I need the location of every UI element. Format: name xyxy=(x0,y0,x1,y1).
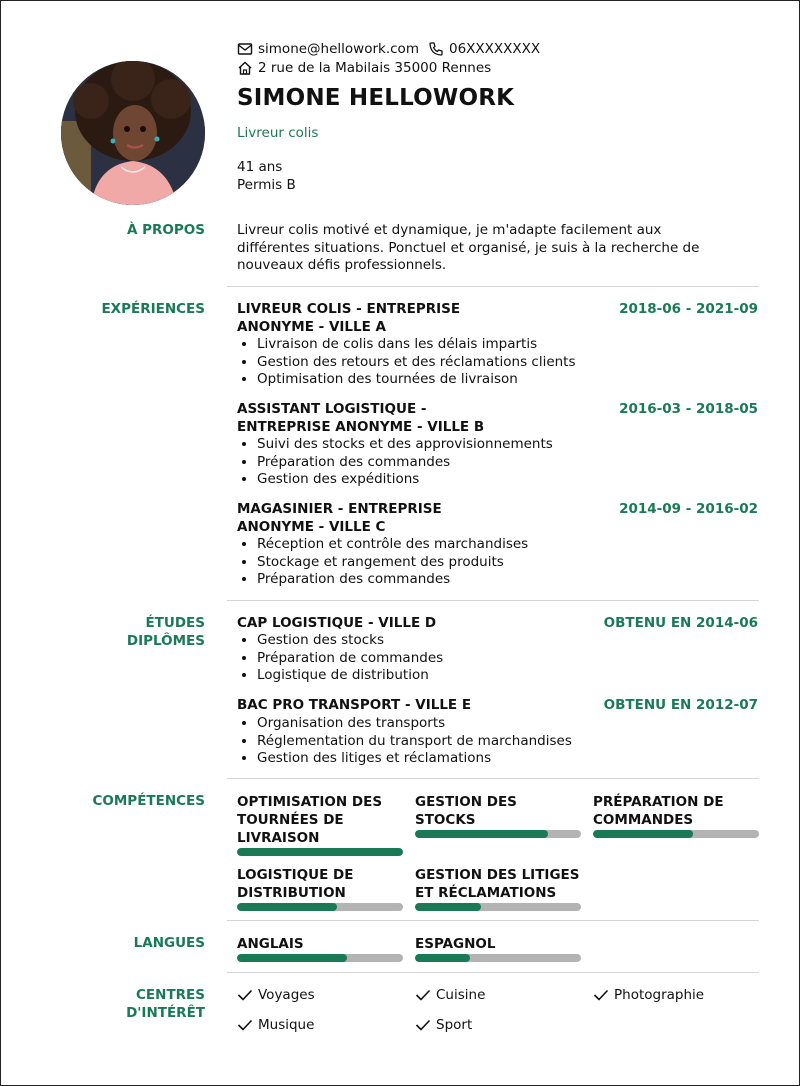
contact-phone xyxy=(428,41,540,57)
checkmark-icon xyxy=(237,988,253,1002)
education-title: BAC PRO TRANSPORT - VILLE E xyxy=(237,697,472,713)
education-topics xyxy=(237,632,443,685)
skill-item xyxy=(415,866,581,911)
list-item: • Préparation de commandes xyxy=(257,650,443,668)
skill-item xyxy=(415,793,581,838)
skill-level-fill xyxy=(593,830,693,838)
language-level-fill xyxy=(415,954,470,962)
candidate-name: SIMONE HELLOWORK xyxy=(237,85,515,111)
interest-item xyxy=(593,987,704,1003)
language-item xyxy=(237,935,403,962)
experience-tasks xyxy=(237,436,553,489)
list-item: • Organisation des transports xyxy=(257,715,572,733)
list-item: • Gestion des litiges et réclamations xyxy=(257,750,572,768)
education-title: CAP LOGISTIQUE - VILLE D xyxy=(237,615,437,631)
phone-text: 06XXXXXXXX xyxy=(449,41,541,57)
divider xyxy=(227,778,759,779)
job-title: Livreur colis xyxy=(237,125,319,141)
about-text: Livreur colis motivé et dynamique, je m'adapte facilement aux différentes situations. Ponctuel et organisé, je suis à la recherche de nouveaux défis professionnels. xyxy=(237,222,700,273)
section-label-interests: CENTRES D'INTÉRÊT xyxy=(126,987,205,1021)
education-date: OBTENU EN 2014-06 xyxy=(603,615,758,631)
interest-label: Voyages xyxy=(258,987,315,1003)
experience-date: 2014-09 - 2016-02 xyxy=(619,501,758,517)
interest-label: Photographie xyxy=(614,987,705,1003)
email-text: simone@hellowork.com xyxy=(258,41,419,57)
age: 41 ans xyxy=(237,159,283,175)
skill-name: GESTION DES STOCKS xyxy=(415,794,517,828)
divider xyxy=(227,600,759,601)
contact-email xyxy=(237,41,419,57)
driving-license: Permis B xyxy=(237,177,296,193)
interest-item xyxy=(237,987,315,1003)
checkmark-icon xyxy=(237,1018,253,1032)
education-date: OBTENU EN 2012-07 xyxy=(603,697,758,713)
section-label-experiences: EXPÉRIENCES xyxy=(101,301,205,317)
checkmark-icon xyxy=(415,1018,431,1032)
section-label-languages: LANGUES xyxy=(133,935,205,951)
list-item: • Gestion des expéditions xyxy=(257,471,553,489)
language-level-bar xyxy=(415,954,581,962)
interest-item xyxy=(415,987,485,1003)
section-label-education: ÉTUDES DIPLÔMES xyxy=(126,615,205,649)
skill-level-bar xyxy=(237,903,403,911)
list-item: • Réglementation du transport de marchandises xyxy=(257,733,572,751)
list-item: • Livraison de colis dans les délais impartis xyxy=(257,336,576,354)
skill-item xyxy=(593,793,759,838)
experience-date: 2018-06 - 2021-09 xyxy=(619,301,758,317)
language-level-fill xyxy=(237,954,347,962)
experience-date: 2016-03 - 2018-05 xyxy=(619,401,758,417)
phone-icon xyxy=(428,41,444,57)
list-item: • Préparation des commandes xyxy=(257,454,553,472)
checkmark-icon xyxy=(593,988,609,1002)
home-icon xyxy=(237,60,253,76)
language-name: ANGLAIS xyxy=(237,936,304,952)
skill-name: OPTIMISATION DES TOURNÉES DE LIVRAISON xyxy=(237,794,383,846)
list-item: • Suivi des stocks et des approvisionnements xyxy=(257,436,553,454)
experience-title: MAGASINIER - ENTREPRISE ANONYME - VILLE C xyxy=(237,501,442,535)
divider xyxy=(227,920,759,921)
skill-name: GESTION DES LITIGES ET RÉCLAMATIONS xyxy=(415,867,580,901)
experience-tasks xyxy=(237,336,576,389)
interest-label: Sport xyxy=(436,1017,473,1033)
skill-name: PRÉPARATION DE COMMANDES xyxy=(593,794,724,828)
interest-item xyxy=(415,1017,472,1033)
skill-level-fill xyxy=(237,903,337,911)
skill-level-fill xyxy=(237,848,403,856)
skill-level-bar xyxy=(415,903,581,911)
list-item: • Gestion des stocks xyxy=(257,632,443,650)
interest-item xyxy=(237,1017,314,1033)
skill-level-bar xyxy=(237,848,403,856)
list-item: • Gestion des retours et des réclamations clients xyxy=(257,354,576,372)
skill-level-fill xyxy=(415,830,548,838)
section-label-skills: COMPÉTENCES xyxy=(92,793,205,809)
interest-label: Musique xyxy=(258,1017,315,1033)
skill-item xyxy=(237,866,403,911)
language-level-bar xyxy=(237,954,403,962)
language-item xyxy=(415,935,581,962)
envelope-icon xyxy=(237,41,253,57)
checkmark-icon xyxy=(415,988,431,1002)
language-name: ESPAGNOL xyxy=(415,936,496,952)
skill-level-bar xyxy=(593,830,759,838)
skill-name: LOGISTIQUE DE DISTRIBUTION xyxy=(237,867,354,901)
contact-address xyxy=(237,60,491,76)
skill-level-bar xyxy=(415,830,581,838)
list-item: • Réception et contrôle des marchandises xyxy=(257,536,528,554)
education-topics xyxy=(237,715,572,768)
section-label-about: À PROPOS xyxy=(126,222,205,238)
list-item: • Stockage et rangement des produits xyxy=(257,554,528,572)
skill-level-fill xyxy=(415,903,481,911)
divider xyxy=(227,972,759,973)
list-item: • Optimisation des tournées de livraison xyxy=(257,371,576,389)
divider xyxy=(227,286,759,287)
experience-title: ASSISTANT LOGISTIQUE - ENTREPRISE ANONYME - VILLE B xyxy=(237,401,485,435)
profile-photo xyxy=(61,61,205,205)
experience-tasks xyxy=(237,536,528,589)
interest-label: Cuisine xyxy=(436,987,486,1003)
list-item: • Logistique de distribution xyxy=(257,667,443,685)
skill-item xyxy=(237,793,403,856)
address-text: 2 rue de la Mabilais 35000 Rennes xyxy=(258,60,492,76)
experience-title: LIVREUR COLIS - ENTREPRISE ANONYME - VILLE A xyxy=(237,301,461,335)
list-item: • Préparation des commandes xyxy=(257,571,528,589)
